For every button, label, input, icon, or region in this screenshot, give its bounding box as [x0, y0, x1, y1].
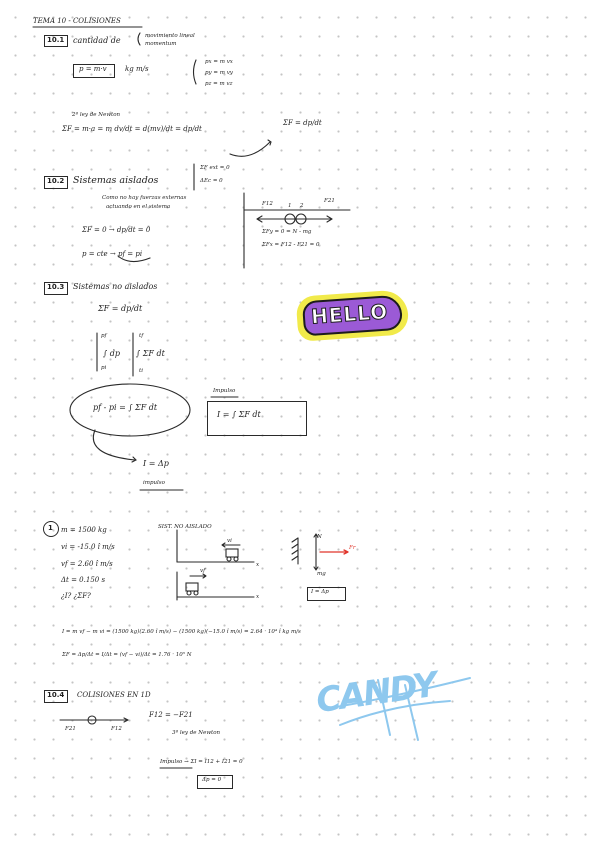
mass-label: 1 [288, 203, 292, 209]
limit-pf: pf [101, 333, 107, 339]
given-vf: vf = 2.60 î m/s [61, 560, 113, 568]
given-vi: vi = -15.0 î m/s [61, 543, 115, 551]
given-mass: m = 1500 kg [61, 526, 107, 534]
force-label-f21: F21 [324, 198, 335, 204]
diagram-title: SIST. NO AISLADO [158, 524, 212, 530]
component-pz: pz = m vz [205, 81, 233, 87]
sticker-text: HELLO [310, 299, 389, 329]
note-line: Como no hay fuerzas externas [102, 195, 187, 201]
impulse-label: Impulso [213, 388, 236, 394]
impulse-result: I = Δp [143, 459, 169, 468]
condition-external-force: ΣF ext = 0 [200, 165, 230, 171]
limit-ti: ti [139, 368, 143, 374]
force-label-f21: F21 [65, 726, 76, 732]
velocity-label: vi [227, 538, 232, 544]
force-label-f12: F12 [111, 726, 122, 732]
result-box-text: I = Δp [311, 589, 329, 595]
result-box-text: Δp = 0 [202, 777, 222, 783]
velocity-label: vf [200, 568, 206, 574]
force-label-n: N [317, 534, 322, 540]
calculation-force: ΣF = Δp/Δt = I/Δt = (vf − vi)/Δt = 1.76 · 10⁵ N [62, 652, 192, 658]
force-label-fr: Fr [349, 545, 356, 551]
section-number: 10.3 [47, 283, 65, 291]
given-dt: Δt = 0.150 s [61, 576, 106, 584]
limit-pi: pi [101, 365, 107, 371]
heading-note: movimiento lineal [145, 33, 195, 39]
side-eq-x: ΣFx = F12 - F21 = 0 [262, 242, 320, 248]
integral-rhs: ∫ ΣF dt [136, 349, 165, 358]
condition-kinetic-energy: ΔEc = 0 [200, 178, 223, 184]
page-title: TEMA 10 - COLISIONES [33, 17, 121, 25]
note-line: actuando en el sistema [106, 204, 171, 210]
isolated-eq1: ΣF = 0 → dp/dt = 0 [82, 226, 151, 234]
impulse-equation: I = ∫ ΣF dt [217, 410, 261, 419]
newton-derivation: ΣF = m·a = m dv/dt = d(mv)/dt = dp/dt [62, 125, 202, 133]
graffiti-sticker: CANDY [313, 664, 439, 722]
integral-lhs: ∫ dp [103, 349, 120, 358]
impulse-sum: Impulso → ΣI = I12 + I21 = 0 [160, 759, 243, 765]
momentum-formula: p = m·v [79, 65, 107, 73]
heading-note: momentum [145, 41, 177, 47]
section-number: 10.2 [47, 177, 65, 185]
force-label-mg: mg [317, 571, 326, 577]
circled-equation: pf - pi = ∫ ΣF dt [93, 403, 158, 412]
calculation-impulse: I = m vf − m vi = (1500 kg)(2.60 î m/s) − (1500 kg)(−15.0 î m/s) = 2.64 · 10⁴ î kg m/s [62, 629, 301, 635]
isolated-eq2: p = cte → pf = pi [82, 250, 143, 258]
unknowns: ¿I? ¿ΣF? [61, 592, 91, 600]
section-number: 10.1 [47, 36, 65, 44]
section-heading: Sistemas no aislados [73, 282, 158, 291]
axis-label: x [256, 594, 260, 600]
exercise-number: 1 [48, 524, 53, 532]
momentum-unit: kg m/s [125, 65, 149, 73]
component-py: py = m vy [205, 70, 233, 76]
newton-third-law: 3ª ley de Newton [172, 730, 221, 736]
section-number: 10.4 [47, 691, 65, 699]
section-heading: cantidad de [73, 36, 121, 45]
side-eq-y: ΣFy = 0 = N - mg [262, 229, 312, 235]
section-heading: Sistemas aislados [73, 175, 159, 186]
limit-tf: tf [139, 333, 144, 339]
component-px: px = m vx [205, 59, 233, 65]
force-label-f12: F12 [262, 201, 273, 207]
mass-label: 2 [300, 203, 304, 209]
newton-result: ΣF = dp/dt [283, 119, 322, 127]
impulse-word: impulso [143, 480, 165, 486]
collision-equation: F12 = −F21 [149, 711, 193, 719]
nonisolated-eq: ΣF = dp/dt [98, 304, 143, 313]
section-heading: COLISIONES EN 1D [77, 691, 151, 699]
newton-label: 2ª ley de Newton [72, 112, 121, 118]
axis-label: x [256, 562, 260, 568]
